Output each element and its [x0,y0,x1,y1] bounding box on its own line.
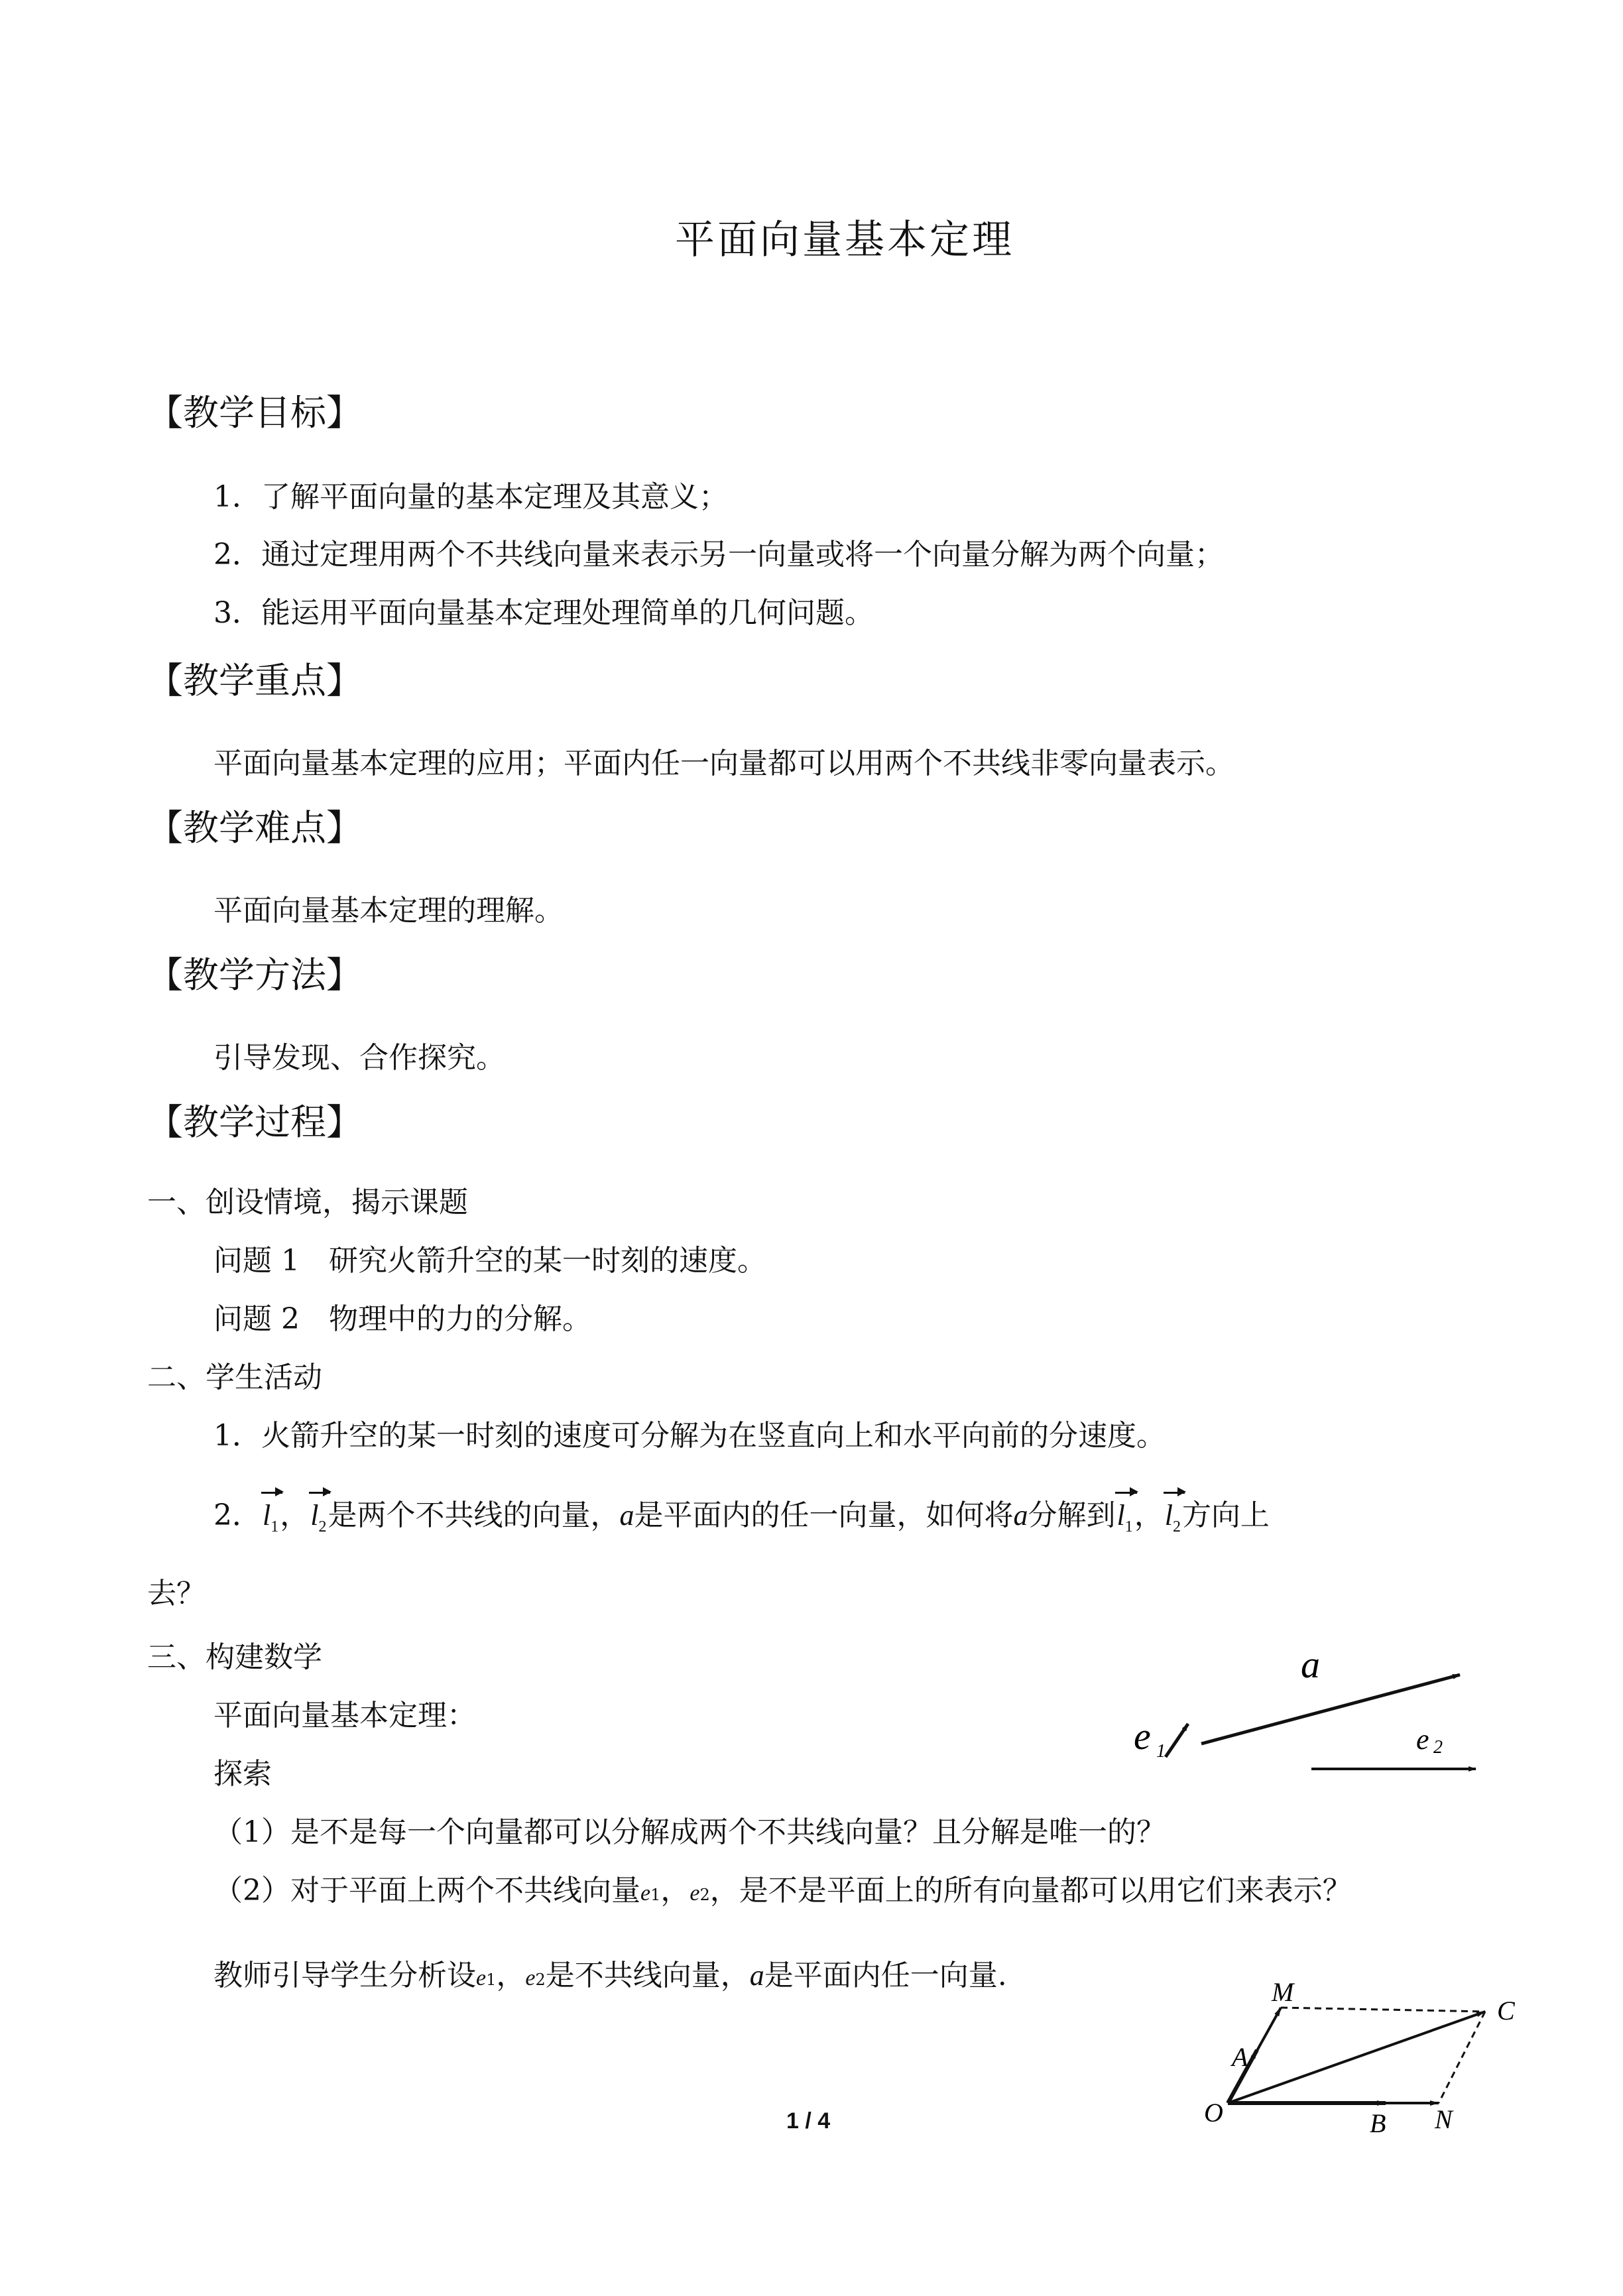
teacher-guide: 教师引导学生分析设e1，e2是不共线向量，a是平面内任一向量. [213,1959,1007,1992]
label-N: N [1435,2104,1453,2134]
question-1: 问题 1 研究火箭升空的某一时刻的速度。 [213,1244,766,1278]
theorem-label: 平面向量基本定理： [213,1699,476,1732]
segment-OC [1228,2012,1485,2103]
vector-l1: $l_1$ [1116,1499,1133,1536]
label-A: A [1232,2042,1248,2072]
label-C: C [1497,1996,1515,2025]
objective-2: 2．通过定理用两个不共线向量来表示另一向量或将一个向量分解为两个向量； [213,538,1224,572]
activity-2-number: 2． [213,1498,261,1532]
objective-3: 3．能运用平面向量基本定理处理简单的几何问题。 [213,596,874,630]
explore-label: 探索 [213,1757,272,1791]
explore-question-2: （2）对于平面上两个不共线向量e1，e2，是不是平面上的所有向量都可以用它们来表示？ [213,1874,1352,1907]
page-title: 平面向量基本定理 [675,217,1014,263]
section-methods: 【教学方法】 [147,954,362,996]
figure-vectors [1120,1631,1492,1777]
label-a: a [1301,1643,1320,1686]
activity-2: 2．$l_1$，$l_2$是两个不共线的向量，a是平面内的任一向量，如何将a分解到$l_1$，$l_2$方向上 [213,1498,1270,1536]
difficulties-text: 平面向量基本定理的理解。 [213,894,564,928]
figure-parallelogram [1193,1923,1515,2138]
explore-question-1: （1）是不是每一个向量都可以分解成两个不共线向量？且分解是唯一的？ [213,1815,1166,1849]
activity-1: 1．火箭升空的某一时刻的速度可分解为在竖直向上和水平向前的分速度。 [213,1419,1166,1453]
label-B: B [1370,2108,1386,2138]
label-e1-sub: 1 [1156,1741,1166,1762]
part3-heading: 三、构建数学 [147,1640,322,1674]
page-number: 1 / 4 [786,2108,831,2134]
label-e2-sub: 2 [1433,1737,1443,1758]
label-e1: e [1134,1715,1151,1758]
section-process: 【教学过程】 [147,1101,362,1143]
vector-l2: $l_2$ [1164,1499,1181,1536]
segment-MC [1281,2008,1485,2012]
section-keypoints: 【教学重点】 [147,660,362,701]
label-O: O [1204,2098,1223,2128]
label-e2: e [1416,1723,1429,1756]
keypoints-text: 平面向量基本定理的应用；平面内任一向量都可以用两个不共线非零向量表示。 [213,747,1234,780]
vector-e1-arrow [1166,1724,1188,1757]
vector-l1: $l_1$ [263,1499,279,1536]
part1-heading: 一、创设情境，揭示课题 [147,1185,468,1219]
part2-heading: 二、学生活动 [147,1360,322,1394]
label-M: M [1272,1977,1294,2007]
activity-2-wrap: 去？ [147,1577,206,1610]
vector-l2: $l_2$ [310,1499,327,1536]
section-difficulties: 【教学难点】 [147,807,362,849]
question-2: 问题 2 物理中的力的分解。 [213,1302,591,1336]
methods-text: 引导发现、合作探究。 [213,1041,505,1075]
objective-1: 1．了解平面向量的基本定理及其意义； [213,480,728,514]
section-objectives: 【教学目标】 [147,392,362,434]
